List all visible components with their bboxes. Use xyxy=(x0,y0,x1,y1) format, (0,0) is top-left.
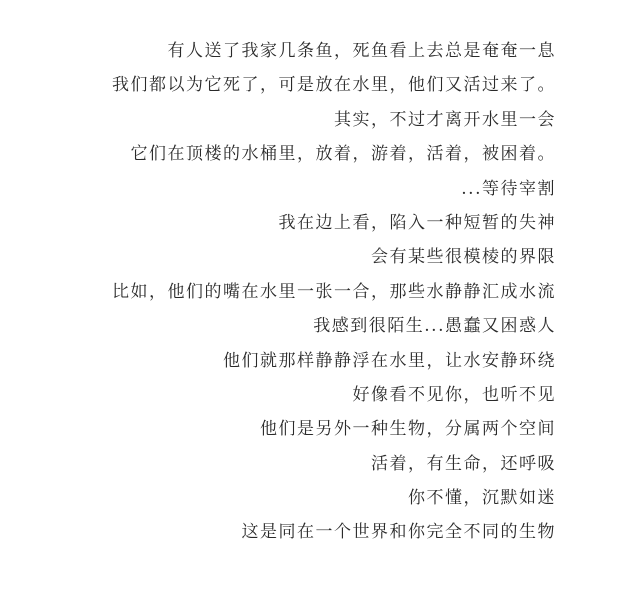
poem-text xyxy=(0,34,556,550)
poem-line-6: 我在边上看，陷入一种短暂的失神 xyxy=(278,212,556,233)
poem-line-1: 有人送了我家几条鱼，死鱼看上去总是奄奄一息 xyxy=(167,41,556,61)
poem-line-5: ...等待宰割 xyxy=(461,178,556,199)
poem-line-7: 会有某些很模棱的界限 xyxy=(371,247,556,268)
poem-line-4: 它们在顶楼的水桶里，放着，游着，活着，被困着。 xyxy=(130,144,556,165)
poem-line-8: 比如，他们的嘴在水里一张一合，那些水静静汇成水流 xyxy=(112,281,556,302)
poem-line-3: 其实，不过才离开水里一会 xyxy=(334,109,556,130)
poem-line-15: 这是同在一个世界和你完全不同的生物 xyxy=(241,522,556,543)
poem-line-11: 好像看不见你，也听不见 xyxy=(352,384,556,405)
poem-line-10: 他们就那样静静浮在水里，让水安静环绕 xyxy=(223,350,556,371)
poem-line-13: 活着，有生命，还呼吸 xyxy=(371,453,556,474)
poem-line-14: 你不懂，沉默如迷 xyxy=(408,488,556,509)
poem-line-9: 我感到很陌生...愚蠢又困惑人 xyxy=(313,316,556,337)
poem-line-12: 他们是另外一种生物，分属两个空间 xyxy=(260,419,556,440)
poem-line-2: 我们都以为它死了，可是放在水里，他们又活过来了。 xyxy=(112,75,556,96)
